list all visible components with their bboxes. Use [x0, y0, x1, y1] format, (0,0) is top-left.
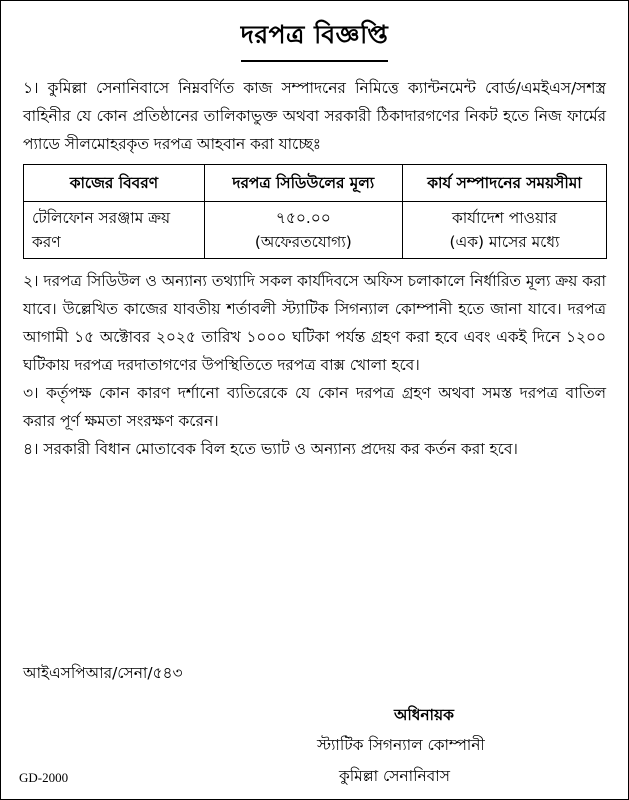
memo-reference: আইএসপিআর/সেনা/৫৪৩ [23, 664, 183, 682]
signatory-unit: স্ট্যাটিক সিগন্যাল কোম্পানী [317, 736, 485, 754]
signatory-location: কুমিল্লা সেনানিবাস [339, 767, 450, 785]
signatory-rank: অধিনায়ক [394, 706, 454, 724]
paragraph-2: ২। দরপত্র সিডিউল ও অন্যান্য তথ্যাদি সকল কার্যদিবসে অফিস চলাকালে নির্ধারিত মূল্য ক্রয় করা যাবে। উল্লেখিত কাজের যাবতীয় শর্তাবলী স্ট্যাটিক সিগন্যাল কোম্পানী হতে জানা যাবে। দরপত্র আগামী ১৫ অক্টোবর ২০২৫ তারিখ ১০০০ ঘটিকা পর্যন্ত গ্রহণ করা হবে এবং একই দিনে ১২০০ ঘটিকায় দরপত্র দরদাতাগণের উপস্থিতিতে দরপত্র বাক্স খোলা হবে। [23, 272, 606, 374]
header-work-description: কাজের বিবরণ [24, 165, 205, 202]
price-note: (অফেরতযোগ্য) [254, 233, 352, 251]
gd-code: GD-2000 [19, 770, 69, 785]
paragraph-4: ৪। সরকারী বিধান মোতাবেক বিল হতে ভ্যাট ও অন্যান্য প্রদেয় কর কর্তন করা হবে। [23, 440, 518, 458]
price-value: ৭৫০.০০ [275, 209, 331, 227]
table-header-row [24, 165, 607, 202]
table-row [24, 202, 607, 259]
cell-price [204, 202, 402, 259]
header-schedule-price: দরপত্র সিডিউলের মূল্য [204, 165, 402, 202]
cell-work: টেলিফোন সরঞ্জাম ক্রয় করণ [24, 202, 205, 259]
cell-duration [402, 202, 606, 259]
header-completion-time: কার্য সম্পাদনের সময়সীমা [402, 165, 606, 202]
duration-line-2: (এক) মাসের মধ্যে [449, 233, 560, 251]
paragraph-1: ১। কুমিল্লা সেনানিবাসে নিম্নবর্ণিত কাজ সম্পাদনের নিমিত্তে ক্যান্টনমেন্ট বোর্ড/এমইএস/সশস্ত্র বাহিনীর যে কোন প্রতিষ্ঠানের তালিকাভুক্ত অথবা সরকারী ঠিকাদারগণের নিকট হতে নিজ ফার্মের প্যাডে সীলমোহরকৃত দরপত্র আহবান করা যাচ্ছেঃ [23, 79, 606, 153]
title-wrap [1, 15, 628, 62]
notice-title: দরপত্র বিজ্ঞপ্তি [241, 15, 389, 62]
paragraph-3: ৩। কর্তৃপক্ষ কোন কারণ দর্শানো ব্যতিরেকে যে কোন দরপত্র গ্রহণ অথবা সমস্ত দরপত্র বাতিল করার পূর্ণ ক্ষমতা সংরক্ষণ করেন। [23, 384, 606, 430]
tender-table [23, 164, 607, 259]
duration-line-1: কার্যাদেশ পাওয়ার [451, 209, 557, 227]
